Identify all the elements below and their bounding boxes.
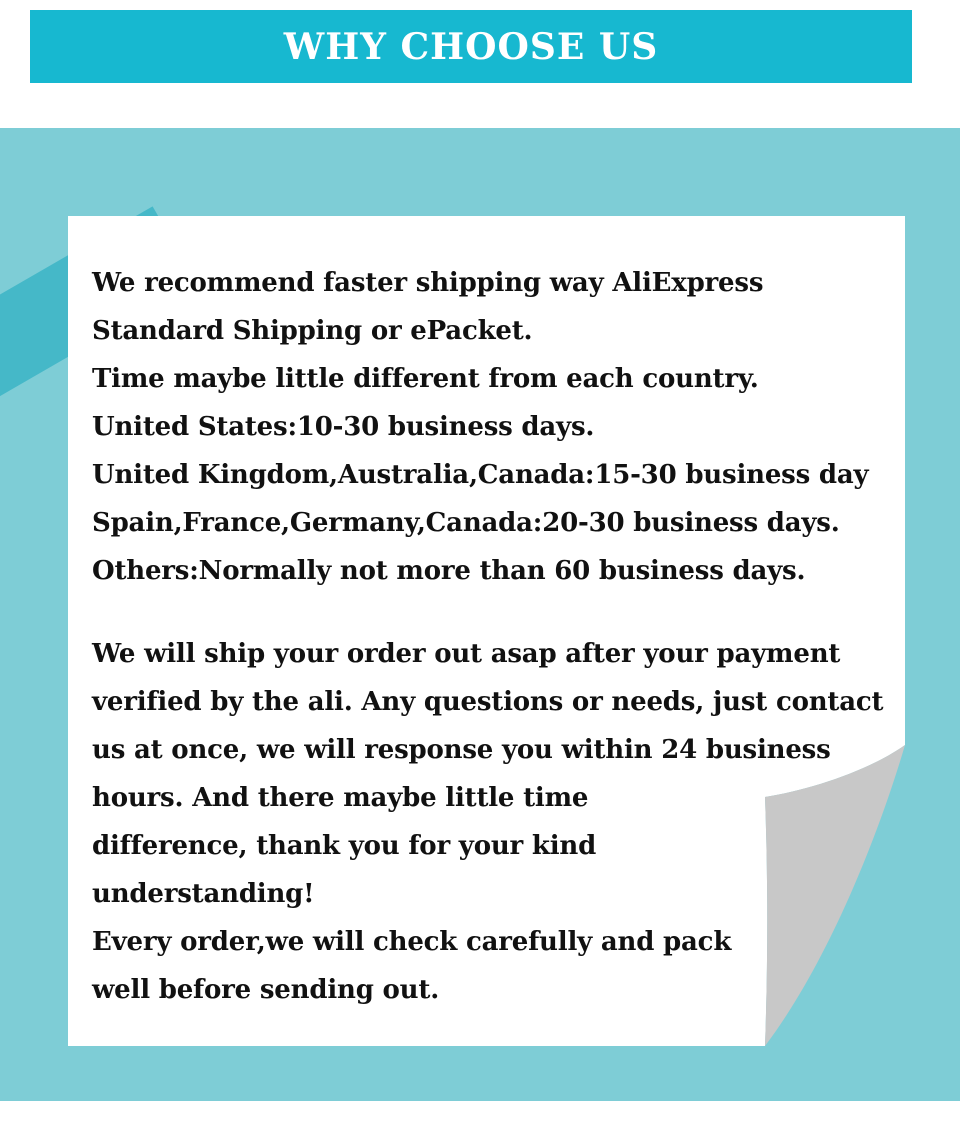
shipping-line: Others:Normally not more than 60 business days.	[92, 556, 806, 586]
service-line: understanding!	[92, 879, 315, 909]
note-text	[92, 259, 902, 1014]
service-info	[92, 630, 902, 1014]
shipping-line: United States:10-30 business days.	[92, 412, 595, 442]
page-title: WHY CHOOSE US	[283, 25, 659, 68]
service-line: well before sending out.	[92, 975, 440, 1005]
shipping-line: Spain,France,Germany,Canada:20-30 business days.	[92, 508, 840, 538]
shipping-line: United Kingdom,Australia,Canada:15-30 business day	[92, 460, 869, 490]
service-line: hours. And there maybe little time	[92, 783, 589, 813]
service-line: We will ship your order out asap after your payment	[92, 639, 841, 669]
shipping-line: Standard Shipping or ePacket.	[92, 316, 533, 346]
paragraph-gap	[92, 595, 902, 630]
service-line: Every order,we will check carefully and pack	[92, 927, 732, 957]
service-line: us at once, we will response you within 24 business	[92, 735, 831, 765]
service-line: verified by the ali. Any questions or needs, just contact	[92, 687, 884, 717]
shipping-line: We recommend faster shipping way AliExpress	[92, 268, 764, 298]
shipping-info	[92, 259, 902, 595]
shipping-line: Time maybe little different from each country.	[92, 364, 759, 394]
service-line: difference, thank you for your kind	[92, 831, 597, 861]
